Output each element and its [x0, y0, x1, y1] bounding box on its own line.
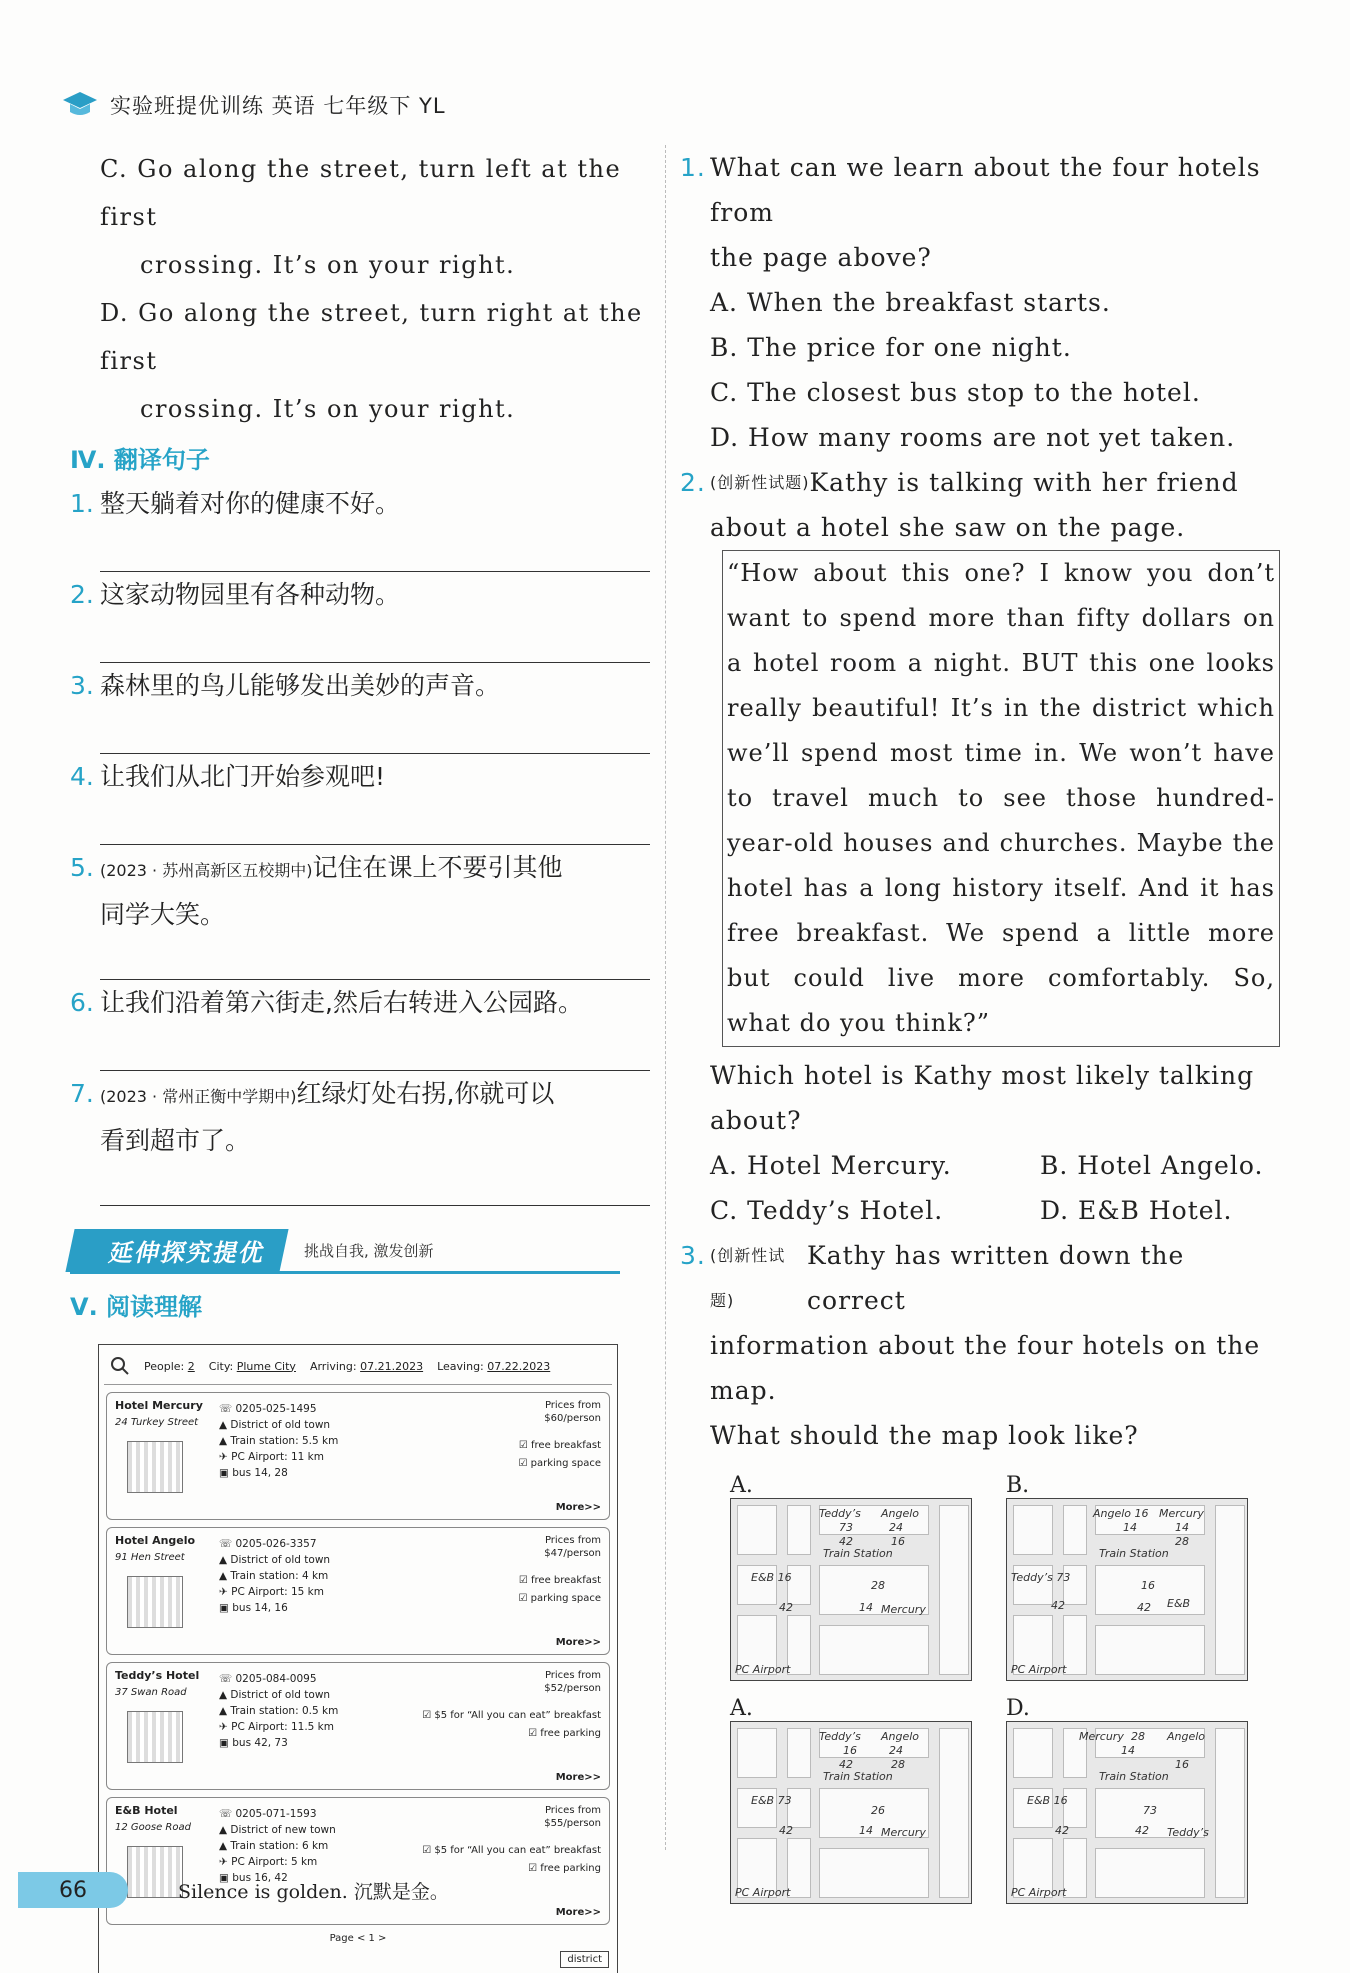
q1-option-d: D. How many rooms are not yet taken.: [710, 423, 1236, 452]
q2-option-d: D. E&B Hotel.: [1040, 1196, 1233, 1225]
hotel-street: 24 Turkey Street: [115, 1417, 199, 1428]
city-block: [1013, 1505, 1053, 1555]
item-text: 这家动物园里有各种动物。: [100, 580, 401, 609]
option-text-cont: crossing. It’s on your right.: [140, 395, 516, 423]
item-source-tag: (2023 · 苏州高新区五校期中): [100, 861, 313, 880]
hotel-name: Hotel Mercury: [115, 1399, 203, 1412]
more-link[interactable]: More>>: [555, 1772, 601, 1783]
more-link[interactable]: More>>: [555, 1502, 601, 1513]
city-block: [1215, 1505, 1245, 1675]
footer-motto: Silence is golden. 沉默是金。: [178, 1880, 449, 1903]
question-number: 1.: [680, 153, 706, 182]
map-label: 42: [839, 1758, 853, 1771]
map-label: 42: [839, 1535, 853, 1548]
question-number: 2.: [680, 468, 706, 497]
map-label: 16: [1175, 1758, 1189, 1771]
search-bar: [104, 1350, 612, 1385]
hotel-features: ☑ free breakfast ☑ parking space: [518, 1575, 601, 1604]
map-label: Mercury: [1159, 1507, 1204, 1520]
phone: 0205-071-1593: [235, 1808, 317, 1820]
hotel-price: Prices from $55/person: [544, 1805, 601, 1829]
map-label: 42: [779, 1601, 793, 1614]
section-4-title: Ⅳ. 翻译句子: [70, 446, 210, 474]
translate-item: [70, 1073, 660, 1206]
hotel-features: ☑ $5 for “All you can eat” breakfast ☑ free parking: [422, 1710, 601, 1739]
hotel-map: [1006, 1498, 1248, 1681]
map-label: 42: [1051, 1599, 1065, 1612]
pagination: Page < 1 >: [329, 1933, 387, 1944]
map-label: Mercury: [1079, 1730, 1124, 1743]
map-label: PC Airport: [735, 1886, 791, 1899]
map-label: 14: [859, 1601, 873, 1614]
map-label: E&B: [1167, 1597, 1191, 1610]
page-footer: [18, 1870, 1328, 1910]
item-text-cont: 同学大笑。: [100, 900, 226, 929]
train-distance: Train station: 6 km: [230, 1840, 329, 1852]
ask-text: Which hotel is Kathy most likely talking: [710, 1061, 1255, 1090]
map-label: PC Airport: [1011, 1886, 1067, 1899]
option-text: Go along the street, turn left at the first: [100, 155, 622, 231]
page-number: 66: [18, 1872, 128, 1908]
hotel-info: ☏ 0205-026-3357 ▲ District of old town ▲ Train station: 4 km ✈ PC Airport: 15 km ▣ bus 14, 16: [219, 1538, 331, 1614]
section-5-title: Ⅴ. 阅读理解: [70, 1293, 203, 1321]
answer-line[interactable]: [100, 619, 650, 663]
map-label: 14: [1175, 1521, 1189, 1534]
q1-option-a: A. When the breakfast starts.: [710, 288, 1111, 317]
train-distance: Train station: 0.5 km: [230, 1705, 339, 1717]
item-number: 7.: [70, 1079, 94, 1108]
hotel-street: 91 Hen Street: [115, 1552, 185, 1563]
map-option[interactable]: [1006, 1474, 1264, 1681]
item-number: 2.: [70, 580, 94, 609]
phone: 0205-025-1495: [235, 1403, 317, 1415]
hotel-info: ☏ 0205-084-0095 ▲ District of old town ▲ Train station: 0.5 km ✈ PC Airport: 11.5 km ▣ bus 42, 73: [219, 1673, 339, 1749]
city-block: [1095, 1625, 1205, 1675]
hotel-name: Hotel Angelo: [115, 1534, 196, 1547]
question-text-cont: information about the four hotels on the map.: [710, 1331, 1261, 1405]
question-number: 3.: [680, 1241, 706, 1270]
map-label: 42: [1135, 1824, 1149, 1837]
map-option[interactable]: [730, 1474, 988, 1681]
answer-line[interactable]: [100, 936, 650, 980]
map-label: 28: [1131, 1730, 1145, 1743]
airport-distance: PC Airport: 15 km: [231, 1586, 324, 1598]
answer-line[interactable]: [100, 1027, 650, 1071]
more-link[interactable]: More>>: [555, 1907, 601, 1918]
city-block: [819, 1625, 929, 1675]
district: District of new town: [230, 1824, 336, 1836]
hotel-price: Prices from $47/person: [544, 1535, 601, 1559]
search-icon: [110, 1356, 130, 1376]
city-block: [737, 1505, 777, 1555]
hotel-info: ☏ 0205-071-1593 ▲ District of new town ▲ Train station: 6 km ✈ PC Airport: 5 km ▣ bus 16, 42: [219, 1808, 336, 1884]
map-label: Teddy’s 73: [1011, 1571, 1071, 1584]
city-block: [1063, 1505, 1087, 1555]
map-option-label: A.: [730, 1696, 753, 1721]
translate-item: [70, 756, 660, 845]
answer-line[interactable]: [100, 801, 650, 845]
item-source-tag: (2023 · 常州正衡中学期中): [100, 1087, 297, 1106]
bus-lines: bus 14, 28: [232, 1467, 288, 1479]
question-text: Kathy has written down the correct: [807, 1241, 1185, 1315]
bus-lines: bus 14, 16: [232, 1602, 288, 1614]
hotel-card: [106, 1527, 610, 1655]
question-1: [680, 145, 1280, 460]
hotel-price: Prices from $60/person: [544, 1400, 601, 1424]
q1-option-c: C. The closest bus stop to the hotel.: [710, 378, 1201, 407]
map-label: Mercury: [881, 1603, 926, 1616]
map-label: 24: [889, 1521, 903, 1534]
city-block: [787, 1505, 811, 1555]
city-block: [737, 1728, 777, 1778]
airport-distance: PC Airport: 5 km: [231, 1856, 318, 1868]
bus-lines: bus 16, 42: [232, 1872, 288, 1884]
q2-option-c: C. Teddy’s Hotel.: [710, 1196, 944, 1225]
map-label: 26: [871, 1804, 885, 1817]
district-tab: district: [560, 1951, 609, 1968]
item-text: 森林里的鸟儿能够发出美妙的声音。: [100, 671, 501, 700]
question-text: What can we learn about the four hotels from: [710, 153, 1261, 227]
hotel-info: ☏ 0205-025-1495 ▲ District of old town ▲ Train station: 5.5 km ✈ PC Airport: 11 km ▣ bus 14, 28: [219, 1403, 339, 1479]
item-text: 让我们沿着第六街走,然后右转进入公园路。: [100, 988, 583, 1017]
item-number: 5.: [70, 853, 94, 882]
item-number: 1.: [70, 489, 94, 518]
banner-underline: [70, 1271, 620, 1274]
map-label: PC Airport: [1011, 1663, 1067, 1676]
header-title: 实验班提优训练 英语 七年级下 YL: [110, 94, 446, 118]
translate-item: [70, 483, 660, 572]
translate-item: [70, 982, 660, 1071]
option-c: [70, 145, 660, 289]
q2-option-b: B. Hotel Angelo.: [1040, 1151, 1264, 1180]
phone: 0205-026-3357: [235, 1538, 317, 1550]
map-label: E&B 16: [751, 1571, 792, 1584]
map-option-label: A.: [730, 1473, 753, 1498]
q2-option-a: A. Hotel Mercury.: [710, 1151, 952, 1180]
item-number: 3.: [70, 671, 94, 700]
map-label: 28: [891, 1758, 905, 1771]
map-label: PC Airport: [735, 1663, 791, 1676]
airport-distance: PC Airport: 11.5 km: [231, 1721, 334, 1733]
district: District of old town: [230, 1689, 331, 1701]
translate-item: [70, 847, 660, 980]
hotel-picture: [127, 1711, 183, 1763]
translate-list: [70, 483, 660, 1206]
question-2-ask: [680, 1053, 1280, 1233]
map-label: 14: [859, 1824, 873, 1837]
hotel-street: 37 Swan Road: [115, 1687, 187, 1698]
left-column: [70, 145, 660, 1973]
phone: 0205-084-0095: [235, 1673, 317, 1685]
map-option-label: D.: [1006, 1696, 1030, 1721]
map-label: 42: [1137, 1601, 1151, 1614]
district: District of old town: [230, 1419, 331, 1431]
map-label: Teddy’s: [819, 1730, 861, 1743]
map-label: Angelo: [881, 1730, 920, 1743]
item-number: 4.: [70, 762, 94, 791]
district: District of old town: [230, 1554, 331, 1566]
question-3: [680, 1233, 1280, 1458]
hotel-card: [106, 1392, 610, 1520]
extension-banner: [70, 1228, 660, 1272]
hotel-card: [106, 1662, 610, 1790]
map-label: Mercury: [881, 1826, 926, 1839]
question-text: Kathy is talking with her friend: [809, 468, 1239, 497]
hotel-list: [104, 1392, 612, 1925]
map-label: 14: [1123, 1521, 1137, 1534]
page-header: [62, 90, 446, 120]
hotel-features: ☑ free breakfast ☑ parking space: [518, 1440, 601, 1469]
more-link[interactable]: More>>: [555, 1637, 601, 1648]
airport-distance: PC Airport: 11 km: [231, 1451, 324, 1463]
map-label: 16: [843, 1744, 857, 1757]
map-label: 16: [1141, 1579, 1155, 1592]
map-label: 28: [1175, 1535, 1189, 1548]
map-label: 24: [889, 1744, 903, 1757]
item-number: 6.: [70, 988, 94, 1017]
ask-text-cont: about?: [710, 1106, 802, 1135]
bus-lines: bus 42, 73: [232, 1737, 288, 1749]
item-text-cont: 看到超市了。: [100, 1126, 251, 1155]
column-divider: [665, 145, 666, 1850]
q2-options: [710, 1143, 1280, 1233]
map-label: Angelo: [1167, 1730, 1206, 1743]
map-label: 28: [871, 1579, 885, 1592]
people-field: People: 2: [144, 1359, 195, 1373]
hotel-street: 12 Goose Road: [115, 1822, 191, 1833]
map-label: 73: [839, 1521, 853, 1534]
hotel-name: Teddy’s Hotel: [115, 1669, 200, 1682]
hotel-features: ☑ $5 for “All you can eat” breakfast ☑ free parking: [422, 1845, 601, 1874]
hotel-picture: [127, 1441, 183, 1493]
map-label: E&B 16: [1027, 1794, 1068, 1807]
answer-line[interactable]: [100, 528, 650, 572]
map-label: 14: [1121, 1744, 1135, 1757]
question-tag: (创新性试题): [710, 473, 810, 492]
item-text: 让我们从北门开始参观吧!: [100, 762, 386, 791]
item-text: 整天躺着对你的健康不好。: [100, 489, 401, 518]
city-block: [787, 1728, 811, 1778]
kathy-quote: “How about this one? I know you don’t want to spend more than fifty dollars on a hotel room a night. BUT this one looks really beautiful! It’s in the district which we’ll spend most time in. We won’t have to travel much to see those hundred-year-old houses and churches. Maybe the hotel has a long history itself. And it has free breakfast. We spend a little more but could live more comfortably. So, what do you think?”: [722, 550, 1280, 1047]
right-column: [680, 145, 1280, 1904]
q1-option-b: B. The price for one night.: [710, 333, 1072, 362]
city-field: City: Plume City: [208, 1359, 296, 1373]
question-2: [680, 460, 1280, 550]
map-label: Train Station: [823, 1770, 893, 1783]
hotel-price: Prices from $52/person: [544, 1670, 601, 1694]
map-label: 73: [1143, 1804, 1157, 1817]
question-text-cont: about a hotel she saw on the page.: [710, 513, 1186, 542]
city-block: [787, 1615, 811, 1675]
graduation-cap-icon: [62, 90, 98, 120]
answer-line[interactable]: [100, 710, 650, 754]
item-text: 记住在课上不要引其他: [312, 853, 563, 882]
option-d: [70, 289, 660, 433]
map-label: 42: [1055, 1824, 1069, 1837]
map-label: Train Station: [1099, 1770, 1169, 1783]
option-label: C.: [100, 155, 129, 183]
hotel-map: [730, 1498, 972, 1681]
map-label: Teddy’s: [819, 1507, 861, 1520]
train-distance: Train station: 4 km: [230, 1570, 329, 1582]
hotel-name: E&B Hotel: [115, 1804, 178, 1817]
city-block: [1013, 1728, 1053, 1778]
item-text: 红绿灯处右拐,你就可以: [296, 1079, 555, 1108]
arriving-field: Arriving: 07.21.2023: [309, 1359, 424, 1373]
banner-title: 延伸探究提优: [65, 1229, 288, 1272]
translate-item: [70, 665, 660, 754]
map-label: Train Station: [1099, 1547, 1169, 1560]
city-block: [939, 1505, 969, 1675]
question-text-cont: the page above?: [710, 243, 932, 272]
leaving-field: Leaving: 07.22.2023: [437, 1359, 551, 1373]
map-label: Teddy’s: [1167, 1826, 1209, 1839]
map-label: Angelo 16: [1093, 1507, 1149, 1520]
option-text: Go along the street, turn right at the first: [100, 299, 643, 375]
map-label: Train Station: [823, 1547, 893, 1560]
answer-line[interactable]: [100, 1162, 650, 1206]
map-options: [730, 1474, 1280, 1904]
map-option-label: B.: [1006, 1473, 1030, 1498]
banner-subtitle: 挑战自我, 激发创新: [304, 1241, 434, 1260]
question-text-cont: What should the map look like?: [710, 1421, 1139, 1450]
option-label: D.: [100, 299, 130, 327]
city-block: [1063, 1615, 1087, 1675]
district-footer: [104, 1948, 612, 1971]
translate-item: [70, 574, 660, 663]
question-tag: (创新性试题): [710, 1246, 786, 1310]
map-label: 16: [891, 1535, 905, 1548]
map-label: 42: [779, 1824, 793, 1837]
map-label: Angelo: [881, 1507, 920, 1520]
hotel-picture: [127, 1576, 183, 1628]
option-text-cont: crossing. It’s on your right.: [140, 251, 516, 279]
train-distance: Train station: 5.5 km: [230, 1435, 339, 1447]
map-label: E&B 73: [751, 1794, 792, 1807]
